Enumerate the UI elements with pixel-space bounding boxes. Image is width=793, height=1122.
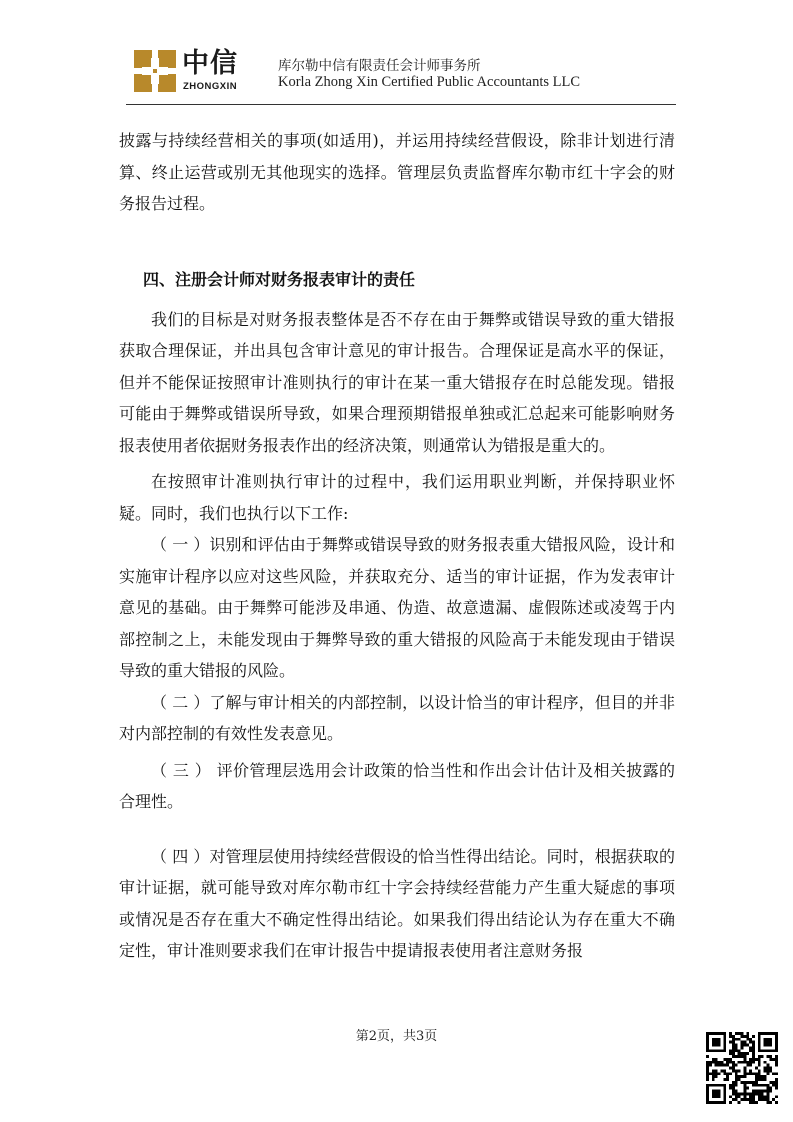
paragraph-procedures-intro: 在按照审计准则执行审计的过程中，我们运用职业判断，并保持职业怀疑。同时，我们也执行以下工作: xyxy=(119,472,675,523)
firm-name-english: Korla Zhong Xin Certified Public Accountants LLC xyxy=(278,74,581,90)
zhongxin-logo-icon xyxy=(134,50,176,92)
logo-chinese-text: 中信 xyxy=(182,48,238,79)
list-item: （ 二 ）了解与审计相关的内部控制，以设计恰当的审计程序，但目的并非对内部控制的有效性发表意见。 xyxy=(119,692,675,743)
list-item: （ 一 ）识别和评估由于舞弊或错误导致的财务报表重大错报风险，设计和实施审计程序以应对这些风险，并获取充分、适当的审计证据，作为发表审计意见的基础。由于舞弊可能涉及串通、伪造、故意遗漏、虚假陈述或凌驾于内部控制之上，未能发现由于舞弊导致的重大错报的风险高于未能发现由于错误导致的重大错报的风险。 xyxy=(119,535,675,680)
qr-code-icon xyxy=(706,1032,778,1104)
firm-name-chinese: 库尔勒中信有限责任会计师事务所 xyxy=(278,58,481,74)
paragraph-objective: 我们的目标是对财务报表整体是否不存在由于舞弊或错误导致的重大错报获取合理保证，并出具包含审计意见的审计报告。合理保证是高水平的保证，但并不能保证按照审计准则执行的审计在某一重大错报存在时总能发现。错报可能由于舞弊或错误所导致，如果合理预期错报单独或汇总起来可能影响财务报表使用者依据财务报表作出的经济决策，则通常认为错报是重大的。 xyxy=(119,309,675,455)
logo-english-text: ZHONGXIN xyxy=(183,81,238,92)
list-item: （ 四 ）对管理层使用持续经营假设的恰当性得出结论。同时，根据获取的审计证据，就可能导致对库尔勒市红十字会持续经营能力产生重大疑虑的事项或情况是否存在重大不确定性得出结论。如果我们得出结论认为存在重大不确定性，审计准则要求我们在审计报告中提请报表使用者注意财务报 xyxy=(119,846,675,960)
section-heading: 四、注册会计师对财务报表审计的责任 xyxy=(143,269,416,289)
header-divider xyxy=(126,104,676,105)
intro-paragraph: 披露与持续经营相关的事项(如适用)，并运用持续经营假设，除非计划进行清算、终止运营或别无其他现实的选择。管理层负责监督库尔勒市红十字会的财务报告过程。 xyxy=(119,131,675,213)
letterhead xyxy=(126,40,676,102)
list-item: （ 三 ） 评价管理层选用会计政策的恰当性和作出会计估计及相关披露的合理性。 xyxy=(119,760,675,811)
document-body xyxy=(119,125,675,967)
page-number: 第2页，共3页 xyxy=(355,1029,438,1044)
